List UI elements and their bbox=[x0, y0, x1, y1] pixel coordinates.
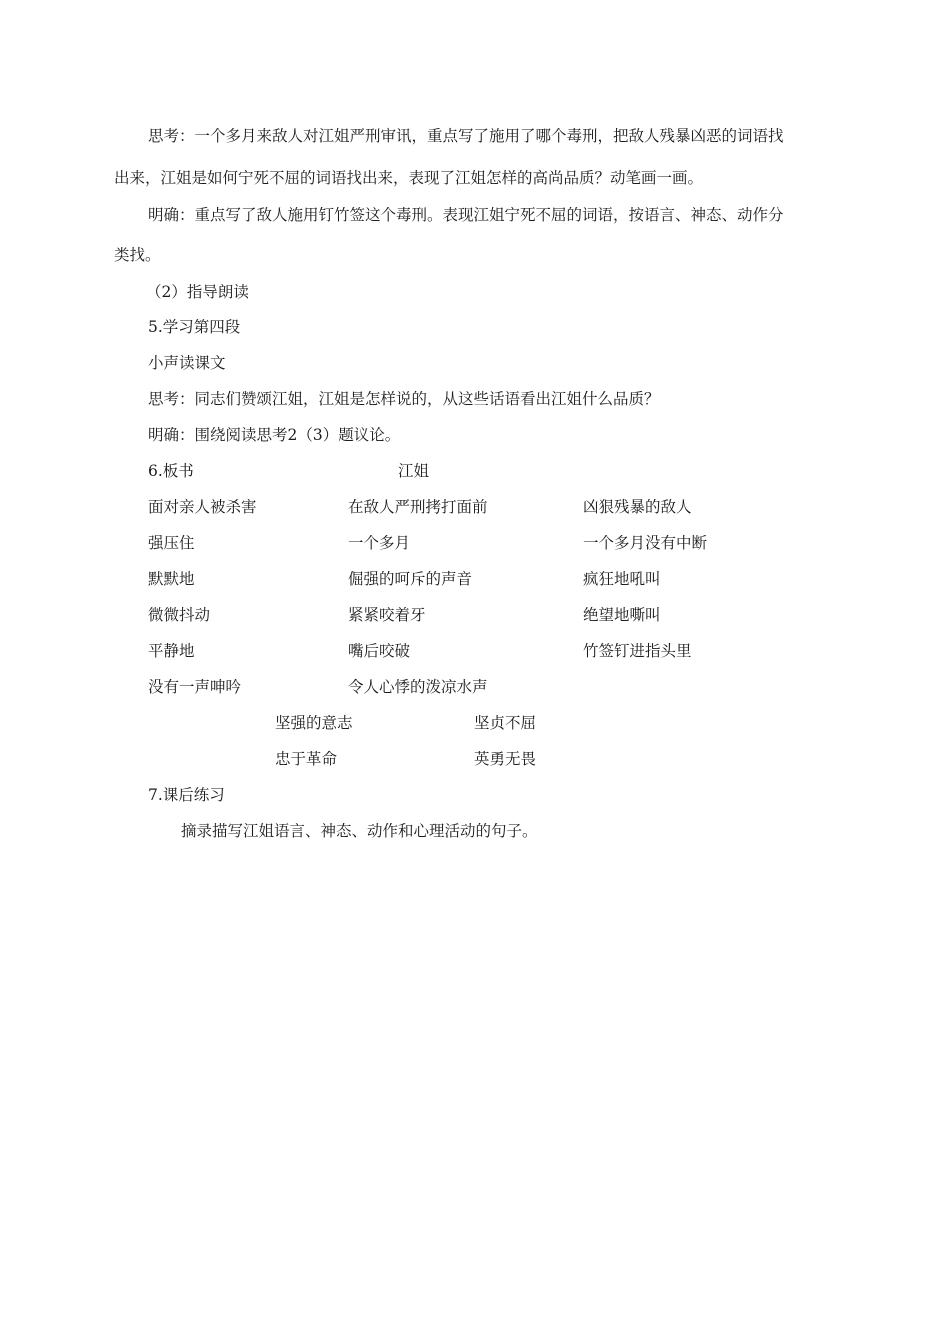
board-cell: 凶狠残暴的敌人 bbox=[583, 498, 692, 516]
section-5-heading: 5.学习第四段 bbox=[148, 318, 241, 336]
board-cell: 疯狂地吼叫 bbox=[583, 570, 661, 588]
board-cell: 嘴后咬破 bbox=[348, 642, 411, 660]
section-6-heading: 6.板书 bbox=[148, 462, 194, 480]
exercise-text: 摘录描写江姐语言、神态、动作和心理活动的句子。 bbox=[181, 822, 538, 840]
summary-cell: 英勇无畏 bbox=[474, 750, 537, 768]
board-cell: 面对亲人被杀害 bbox=[148, 498, 257, 516]
board-cell: 倔强的呵斥的声音 bbox=[348, 570, 473, 588]
board-cell: 平静地 bbox=[148, 642, 195, 660]
board-cell: 竹签钉进指头里 bbox=[583, 642, 692, 660]
board-cell: 强压住 bbox=[148, 534, 195, 552]
board-cell: 默默地 bbox=[148, 570, 195, 588]
think-paragraph-line-1: 思考：一个多月来敌人对江姐严刑审讯，重点写了施用了哪个毒刑，把敌人残暴凶恶的词语找 bbox=[148, 127, 784, 145]
clarify-paragraph-line-1: 明确：重点写了敌人施用钉竹签这个毒刑。表现江姐宁死不屈的词语，按语言、神态、动作分 bbox=[148, 206, 784, 224]
board-cell: 一个多月 bbox=[348, 534, 411, 552]
read-quietly-text: 小声读课文 bbox=[148, 354, 226, 372]
board-cell: 在敌人严刑拷打面前 bbox=[348, 498, 488, 516]
board-cell: 没有一声呻吟 bbox=[148, 678, 242, 696]
board-cell: 令人心悸的泼凉水声 bbox=[348, 678, 488, 696]
board-cell: 紧紧咬着牙 bbox=[348, 606, 426, 624]
think-2-text: 思考：同志们赞颂江姐，江姐是怎样说的，从这些话语看出江姐什么品质？ bbox=[148, 390, 660, 408]
think-paragraph-line-2: 出来，江姐是如何宁死不屈的词语找出来，表现了江姐怎样的高尚品质？动笔画一画。 bbox=[114, 169, 704, 187]
guide-reading-heading: （2）指导朗读 bbox=[146, 283, 249, 301]
summary-cell: 坚贞不屈 bbox=[474, 714, 537, 732]
board-cell: 绝望地嘶叫 bbox=[583, 606, 661, 624]
section-7-heading: 7.课后练习 bbox=[148, 786, 225, 804]
summary-cell: 坚强的意志 bbox=[275, 714, 353, 732]
summary-cell: 忠于革命 bbox=[275, 750, 338, 768]
clarify-2-text: 明确：围绕阅读思考2（3）题议论。 bbox=[148, 426, 401, 444]
board-cell: 一个多月没有中断 bbox=[583, 534, 708, 552]
board-cell: 微微抖动 bbox=[148, 606, 211, 624]
clarify-paragraph-line-2: 类找。 bbox=[114, 246, 161, 264]
board-center-title: 江姐 bbox=[398, 462, 430, 480]
